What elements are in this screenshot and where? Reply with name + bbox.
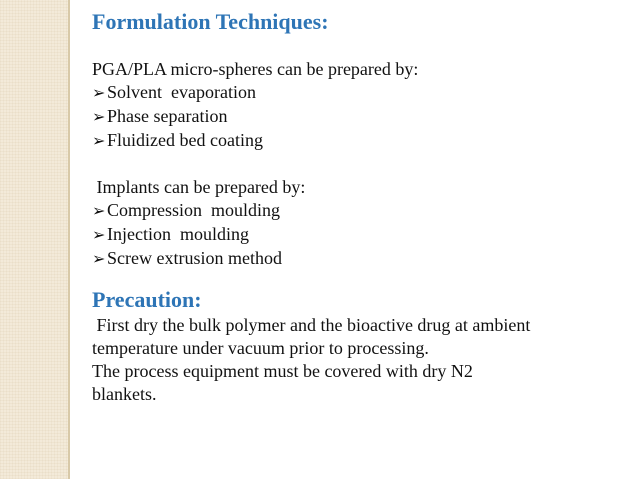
formulation-heading: Formulation Techniques: — [92, 9, 329, 34]
list-item: ➢ Fluidized bed coating — [92, 129, 628, 153]
implants-intro: Implants can be prepared by: — [92, 177, 306, 197]
microspheres-list — [92, 81, 628, 153]
checkmark-arrow-icon: ➢ — [92, 133, 106, 150]
implants-list — [92, 199, 628, 271]
precaution-heading: Precaution: — [92, 287, 202, 312]
list-item: ➢ Screw extrusion method — [92, 247, 628, 271]
slide-content — [92, 8, 628, 406]
checkmark-arrow-icon: ➢ — [92, 227, 106, 244]
list-item: ➢ Solvent evaporation — [92, 81, 628, 105]
precaution-text — [92, 314, 628, 406]
list-item: ➢ Compression moulding — [92, 199, 628, 223]
checkmark-arrow-icon: ➢ — [92, 203, 106, 220]
spacer — [92, 153, 628, 176]
checkmark-arrow-icon: ➢ — [92, 109, 106, 126]
precaution-line: The process equipment must be covered with dry N2 — [92, 361, 473, 381]
decorative-divider — [68, 0, 70, 479]
precaution-line: blankets. — [92, 384, 157, 404]
precaution-line: temperature under vacuum prior to processing. — [92, 338, 429, 358]
list-item: ➢ Phase separation — [92, 105, 628, 129]
checkmark-arrow-icon: ➢ — [92, 251, 106, 268]
microspheres-intro: PGA/PLA micro-spheres can be prepared by: — [92, 59, 419, 79]
list-item: ➢ Injection moulding — [92, 223, 628, 247]
precaution-line: First dry the bulk polymer and the bioactive drug at ambient — [92, 315, 531, 335]
decorative-side-band — [0, 0, 68, 479]
checkmark-arrow-icon: ➢ — [92, 85, 106, 102]
